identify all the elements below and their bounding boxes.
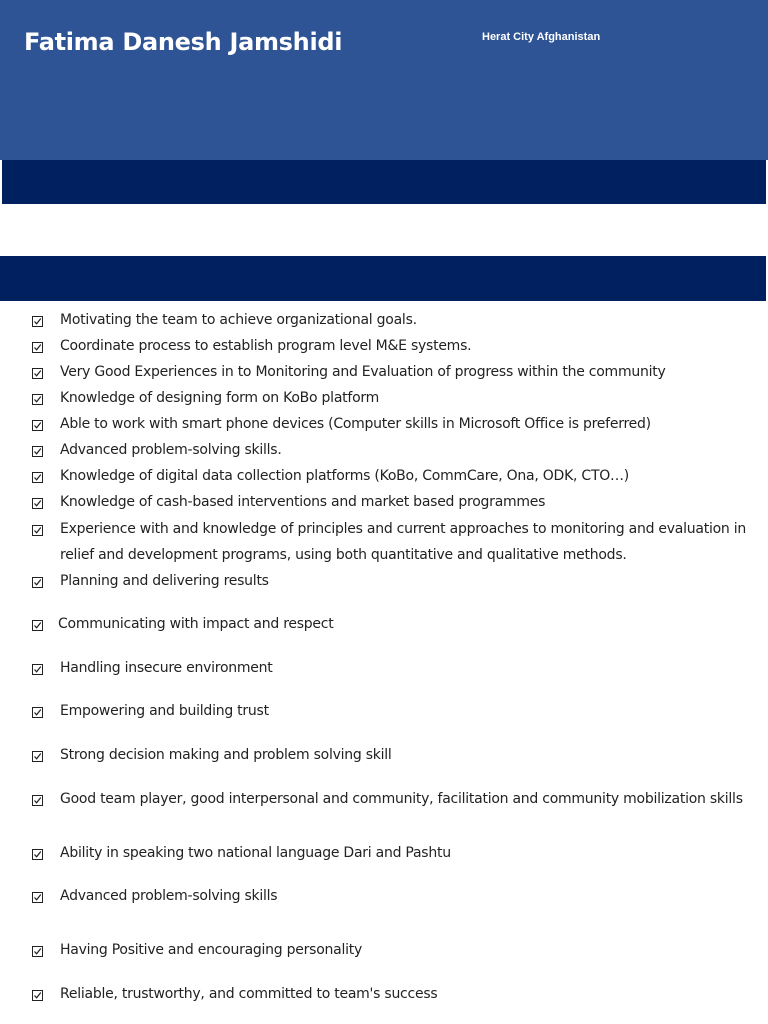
checkbox-icon — [32, 316, 43, 327]
skill-text: Strong decision making and problem solving skill — [60, 747, 392, 763]
section-bar — [2, 160, 766, 204]
skill-text: Advanced problem-solving skills. — [60, 442, 282, 458]
header-banner — [0, 0, 768, 160]
checkbox-icon — [32, 751, 43, 762]
skill-text: Good team player, good interpersonal and community, facilitation and community mobilization skills — [60, 791, 743, 807]
skill-text: Communicating with impact and respect — [58, 616, 334, 632]
skills-section-bar — [0, 256, 766, 301]
skill-text: Handling insecure environment — [60, 660, 273, 676]
checkbox-icon — [32, 577, 43, 588]
checkbox-icon — [32, 664, 43, 675]
checkbox-icon — [32, 446, 43, 457]
skill-text: Knowledge of digital data collection platforms (KoBo, CommCare, Ona, ODK, CTO…) — [60, 468, 629, 484]
location-text: Herat City Afghanistan — [482, 31, 601, 43]
checkbox-icon — [32, 990, 43, 1001]
checkbox-icon — [32, 342, 43, 353]
skill-text: Planning and delivering results — [60, 573, 269, 589]
checkbox-icon — [32, 620, 43, 631]
skill-text: Knowledge of cash-based interventions and market based programmes — [60, 494, 546, 510]
checkbox-icon — [32, 368, 43, 379]
skill-text: Experience with and knowledge of principles and current approaches to monitoring and evaluation in relief and development programs, using both quantitative and qualitative methods. — [60, 521, 747, 563]
checkbox-icon — [32, 946, 43, 957]
skill-text: Knowledge of designing form on KoBo platform — [60, 390, 380, 406]
checkbox-icon — [32, 892, 43, 903]
skill-text: Empowering and building trust — [60, 703, 269, 719]
skill-text: Very Good Experiences in to Monitoring and Evaluation of progress within the community — [60, 364, 666, 380]
skill-text: Motivating the team to achieve organizational goals. — [60, 312, 417, 328]
checkbox-icon — [32, 394, 43, 405]
skill-text: Ability in speaking two national language Dari and Pashtu — [60, 845, 451, 861]
skill-text: Able to work with smart phone devices (Computer skills in Microsoft Office is preferred) — [60, 416, 651, 432]
checkbox-icon — [32, 472, 43, 483]
checkbox-icon — [32, 525, 43, 536]
skill-text: Advanced problem-solving skills — [60, 888, 278, 904]
skill-text: Coordinate process to establish program level M&E systems. — [60, 338, 472, 354]
checkbox-icon — [32, 795, 43, 806]
checkbox-icon — [32, 849, 43, 860]
candidate-name: Fatima Danesh Jamshidi — [24, 28, 343, 56]
checkbox-icon — [32, 707, 43, 718]
checkbox-icon — [32, 420, 43, 431]
skill-text: Having Positive and encouraging personality — [60, 942, 363, 958]
skill-text: Reliable, trustworthy, and committed to team's success — [60, 986, 438, 1002]
checkbox-icon — [32, 498, 43, 509]
